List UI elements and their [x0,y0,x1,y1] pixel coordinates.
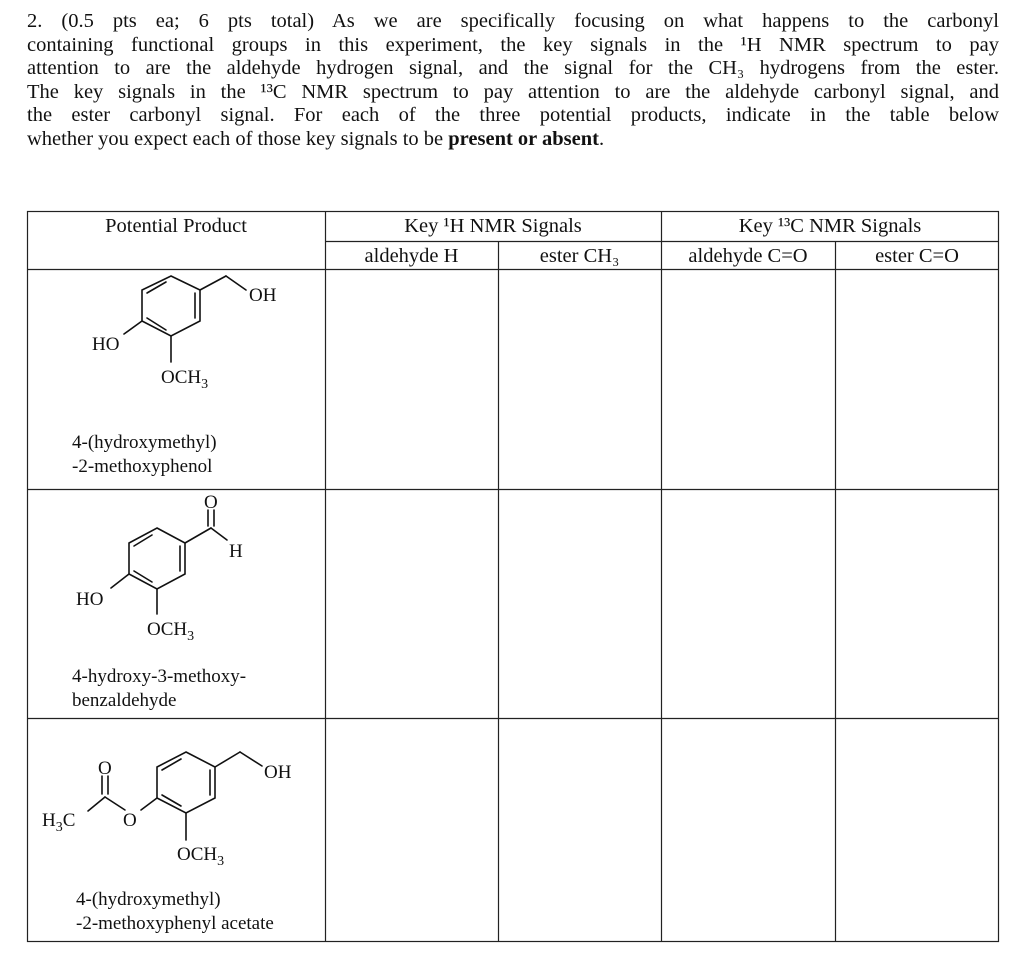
question-line: 2. (0.5 pts ea; 6 pts total) As we are specifically focusing on what happens to the carbonyl [27,10,999,32]
molecule-3-ester-o-label: O [123,810,137,831]
molecule-1-structure [124,276,246,362]
product-3-name-line-1: 4-(hydroxymethyl) [76,889,221,910]
question-line: The key signals in the ¹³C NMR spectrum to pay attention to are the aldehyde carbonyl signal, and [27,80,999,103]
molecule-1-ho-label: HO [92,334,120,355]
molecule-3-structure [88,752,262,840]
header-potential-product: Potential Product [105,215,247,237]
answer-cell-row1-ester-ch3[interactable] [499,270,661,489]
molecule-3-h3c-h: H [42,810,56,831]
answer-cell-row2-aldehyde-h[interactable] [326,490,498,718]
question-line-final [27,128,999,152]
header-aldehyde-co: aldehyde C=O [688,245,808,267]
molecule-3-h3c-sub: 3 [55,820,63,835]
header-aldehyde-h: aldehyde H [364,245,459,267]
answer-cell-row3-ester-ch3[interactable] [499,719,661,941]
molecule-3-och3-sub: 3 [217,854,225,869]
question-final-suffix: . [598,127,605,150]
question-line: the ester carbonyl signal. For each of the three potential products, indicate in the table below [27,104,999,126]
product-3-name-line-2: -2-methoxyphenyl acetate [76,913,274,934]
molecule-1-och3-sub: 3 [201,377,209,392]
molecule-3-h3c-c: C [62,810,76,831]
molecule-2-structure [111,510,227,614]
molecule-2-och3-sub: 3 [187,629,195,644]
product-1-name-line-1: 4-(hydroxymethyl) [72,432,217,453]
answer-cell-row1-ester-co[interactable] [836,270,998,489]
molecule-2-och3-text: OCH [147,619,188,640]
product-2-name-line-1: 4-hydroxy-3-methoxy- [72,666,247,687]
header-ester-co: ester C=O [875,245,959,267]
answer-cell-row3-aldehyde-h[interactable] [326,719,498,941]
question-final-prefix: whether you expect each of those key signals to be [27,127,449,150]
molecule-2-h-label: H [229,541,243,562]
molecule-3-oh-label: OH [264,762,292,783]
answer-cell-row1-aldehyde-h[interactable] [326,270,498,489]
header-h-nmr-group: Key ¹H NMR Signals [404,215,582,237]
molecule-3-h3c-label [42,810,75,835]
molecule-1-oh-label: OH [249,285,277,306]
answer-cell-row3-aldehyde-co[interactable] [662,719,835,941]
question-final-bold: present or absent [448,127,599,150]
molecule-1-och3-label [161,367,208,392]
answer-cell-row2-aldehyde-co[interactable] [662,490,835,718]
answer-cell-row2-ester-co[interactable] [836,490,998,718]
molecule-3-carbonyl-o-label: O [98,758,112,779]
molecule-2-ho-label: HO [76,589,104,610]
answer-cell-row3-ester-co[interactable] [836,719,998,941]
product-2-name-line-2: benzaldehyde [72,690,177,711]
question-line: containing functional groups in this experiment, the key signals in the ¹H NMR spectrum to pay [27,33,999,56]
header-c-nmr-group: Key ¹³C NMR Signals [738,215,922,237]
answer-cell-row2-ester-ch3[interactable] [499,490,661,718]
product-1-name-line-2: -2-methoxyphenol [72,456,213,477]
molecule-1-och3-text: OCH [161,367,202,388]
header-ester-ch3: ester CH₃ [539,245,620,267]
question-line: attention to are the aldehyde hydrogen signal, and the signal for the CH₃ hydrogens from the ester. [27,57,999,79]
molecule-2-och3-label [147,619,194,644]
molecule-3-och3-text: OCH [177,844,218,865]
answer-cell-row1-aldehyde-co[interactable] [662,270,835,489]
molecule-3-och3-label [177,844,224,869]
molecule-2-o-label: O [204,492,218,513]
question-text [27,10,999,151]
